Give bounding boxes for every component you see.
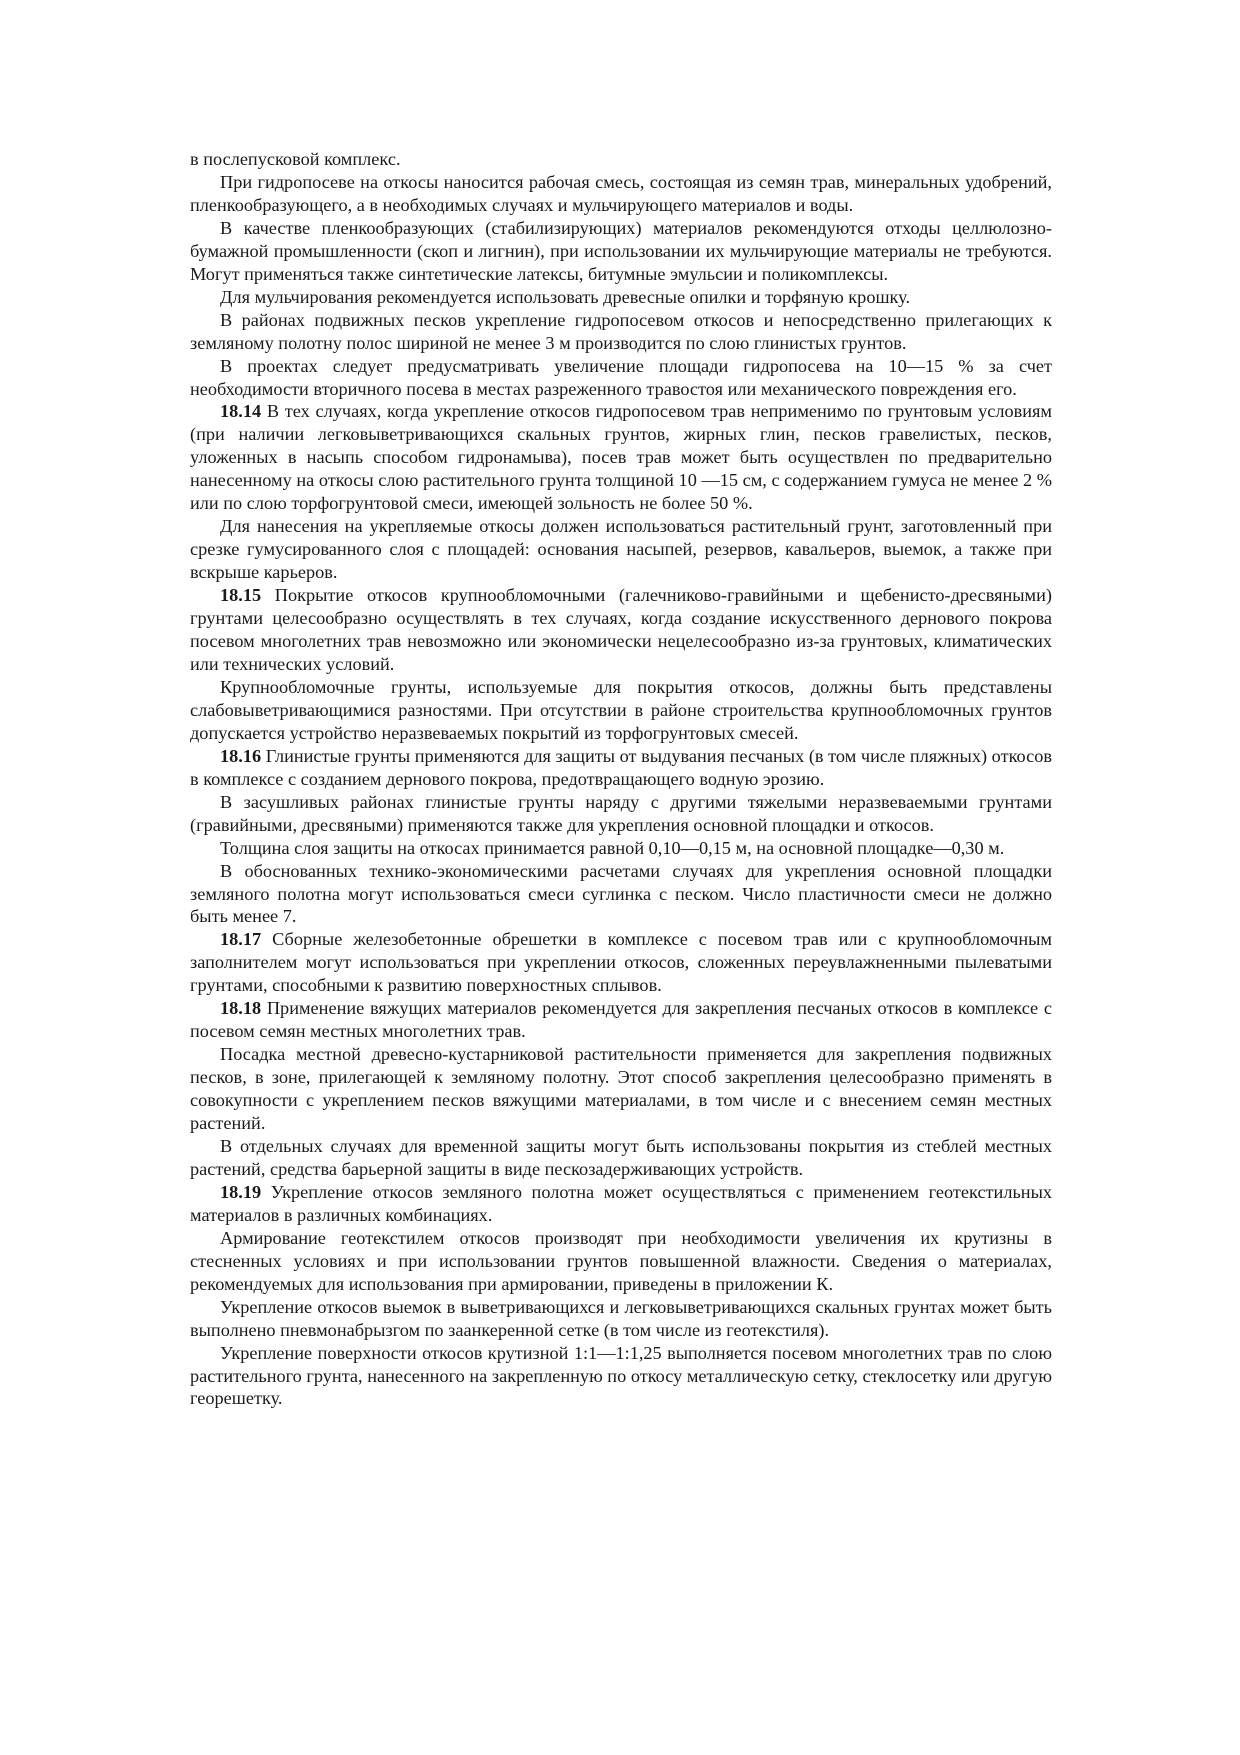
paragraph-text: Применение вяжущих материалов рекомендуется для закрепления песчаных откосов в комплексе с посевом семян местных многолетних трав. (190, 998, 1052, 1042)
paragraph (190, 1135, 1052, 1181)
paragraph-text: Укрепление откосов выемок в выветривающихся и легковыветривающихся скальных грунтах может быть выполнено пневмонабрызгом по заанкеренной сетке (в том числе из геотекстиля). (190, 1296, 1052, 1340)
paragraph-text: в послепусковой комплекс. (190, 149, 401, 169)
section-paragraph (190, 1181, 1052, 1227)
paragraph-text: Укрепление откосов земляного полотна может осуществляться с применением геотекстильных материалов в различных комбинациях. (190, 1181, 1052, 1225)
paragraph-text: Сборные железобетонные обрешетки в комплексе с посевом трав или с крупнообломочным заполнителем могут использоваться при укреплении откосов, сложенных переувлажненными пылеватыми грунтами, способными к развитию поверхностных сплывов. (190, 929, 1052, 996)
paragraph-text: Посадка местной древесно-кустарниковой растительности применяется для закрепления подвижных песков, в зоне, прилегающей к земляному полотну. Этот способ закрепления целесообразно применять в совокупности с укреплением песков вяжущими материалами, в том числе и с внесением семян местных растений. (190, 1044, 1052, 1134)
paragraph-text: В качестве пленкообразующих (стабилизирующих) материалов рекомендуются отходы целлюлозно-бумажной промышленности (скоп и лигнин), при использовании их мульчирующие материалы не требуются. Могут применяться также синтетические латексы, битумные эмульсии и поликомплексы. (190, 217, 1052, 284)
paragraph-text: Крупнообломочные грунты, используемые для покрытия откосов, должны быть представлены слабовыветривающимися разностями. При отсутствии в районе строительства крупнообломочных грунтов допускается устройство неразвеваемых покрытий из торфогрунтовых смесей. (190, 676, 1052, 743)
section-paragraph (190, 997, 1052, 1043)
paragraph-text: В обоснованных технико-экономическими расчетами случаях для укрепления основной площадки земляного полотна могут использоваться смеси суглинка с песком. Число пластичности смеси не должно быть менее 7. (190, 860, 1052, 927)
paragraph-text: Толщина слоя защиты на откосах принимается равной 0,10—0,15 м, на основной площадке—0,30 м. (220, 837, 1005, 858)
paragraph (190, 309, 1052, 355)
paragraph (190, 1342, 1052, 1411)
section-paragraph (190, 745, 1052, 791)
paragraph-text: Для нанесения на укрепляемые откосы должен использоваться растительный грунт, заготовленный при срезке гумусированного слоя с площадей: основания насыпей, резервов, кавальеров, выемок, а также при вскрыше карьеров. (190, 516, 1052, 583)
paragraph (190, 1296, 1052, 1342)
section-paragraph (190, 400, 1052, 515)
paragraph-text: В засушливых районах глинистые грунты наряду с другими тяжелыми неразвеваемыми грунтами (гравийными, дресвяными) применяются также для укрепления основной площадки и откосов. (190, 791, 1052, 835)
paragraph-text: При гидропосеве на откосы наносится рабочая смесь, состоящая из семян трав, минеральных удобрений, пленкообразующего, а в необходимых случаях и мульчирующего материалов и воды. (190, 171, 1052, 215)
section-paragraph (190, 584, 1052, 676)
paragraph-text: Армирование геотекстилем откосов производят при необходимости увеличения их крутизны в стесненных условиях и при использовании грунтов повышенной влажности. Сведения о материалах, рекомендуемых для использования при армировании, приведены в приложении К. (190, 1227, 1052, 1294)
section-paragraph (190, 928, 1052, 997)
section-number: 18.14 (220, 401, 262, 422)
section-number: 18.18 (220, 998, 262, 1019)
paragraph (190, 148, 1052, 171)
paragraph (190, 1227, 1052, 1296)
paragraph-text: В районах подвижных песков укрепление гидропосевом откосов и непосредственно прилегающих к земляному полотну полос шириной не менее 3 м производится по слою глинистых грунтов. (190, 309, 1052, 353)
paragraph-text: В отдельных случаях для временной защиты могут быть использованы покрытия из стеблей местных растений, средства барьерной защиты в виде пескозадерживающих устройств. (190, 1135, 1052, 1179)
paragraph-text: Глинистые грунты применяются для защиты от выдувания песчаных (в том числе пляжных) откосов в комплексе с созданием дернового покрова, предотвращающего водную эрозию. (190, 745, 1052, 789)
paragraph (190, 791, 1052, 837)
paragraph-text: Укрепление поверхности откосов крутизной 1:1—1:1,25 выполняется посевом многолетних трав по слою растительного грунта, нанесенного на закрепленную по откосу металлическую сетку, стеклосетку или другую георешетку. (190, 1342, 1052, 1409)
paragraph (190, 837, 1052, 860)
paragraph-text: Для мульчирования рекомендуется использовать древесные опилки и торфяную крошку. (220, 286, 911, 307)
paragraph-text: В проектах следует предусматривать увеличение площади гидропосева на 10—15 % за счет необходимости вторичного посева в местах разреженного травостоя или механического повреждения его. (190, 355, 1052, 399)
paragraph (190, 515, 1052, 584)
section-number: 18.19 (220, 1181, 262, 1202)
paragraph (190, 217, 1052, 286)
paragraph (190, 355, 1052, 401)
paragraph (190, 676, 1052, 745)
section-number: 18.15 (220, 585, 262, 606)
paragraph (190, 860, 1052, 929)
document-page (190, 148, 1052, 1410)
paragraph (190, 171, 1052, 217)
paragraph (190, 1043, 1052, 1135)
paragraph-text: Покрытие откосов крупнообломочными (галечниково-гравийными и щебенисто-дресвяными) грунтами целесообразно осуществлять в тех случаях, когда создание искусственного дернового покрова посевом многолетних трав невозможно или экономически нецелесообразно из-за грунтовых, климатических или технических условий. (190, 585, 1052, 674)
section-number: 18.17 (220, 929, 262, 950)
paragraph (190, 286, 1052, 309)
section-number: 18.16 (220, 745, 262, 766)
paragraph-text: В тех случаях, когда укрепление откосов гидропосевом трав неприменимо по грунтовым условиям (при наличии легковыветривающихся скальных грунтов, жирных глин, песков гравелистых, песков, уложенных в насыпь способом гидронамыва), посев трав может быть осуществлен по предварительно нанесенному на откосы слою растительного грунта толщиной 10 —15 см, с содержанием гумуса не менее 2 % или по слою торфогрунтовой смеси, имеющей зольность не более 50 %. (190, 401, 1052, 514)
